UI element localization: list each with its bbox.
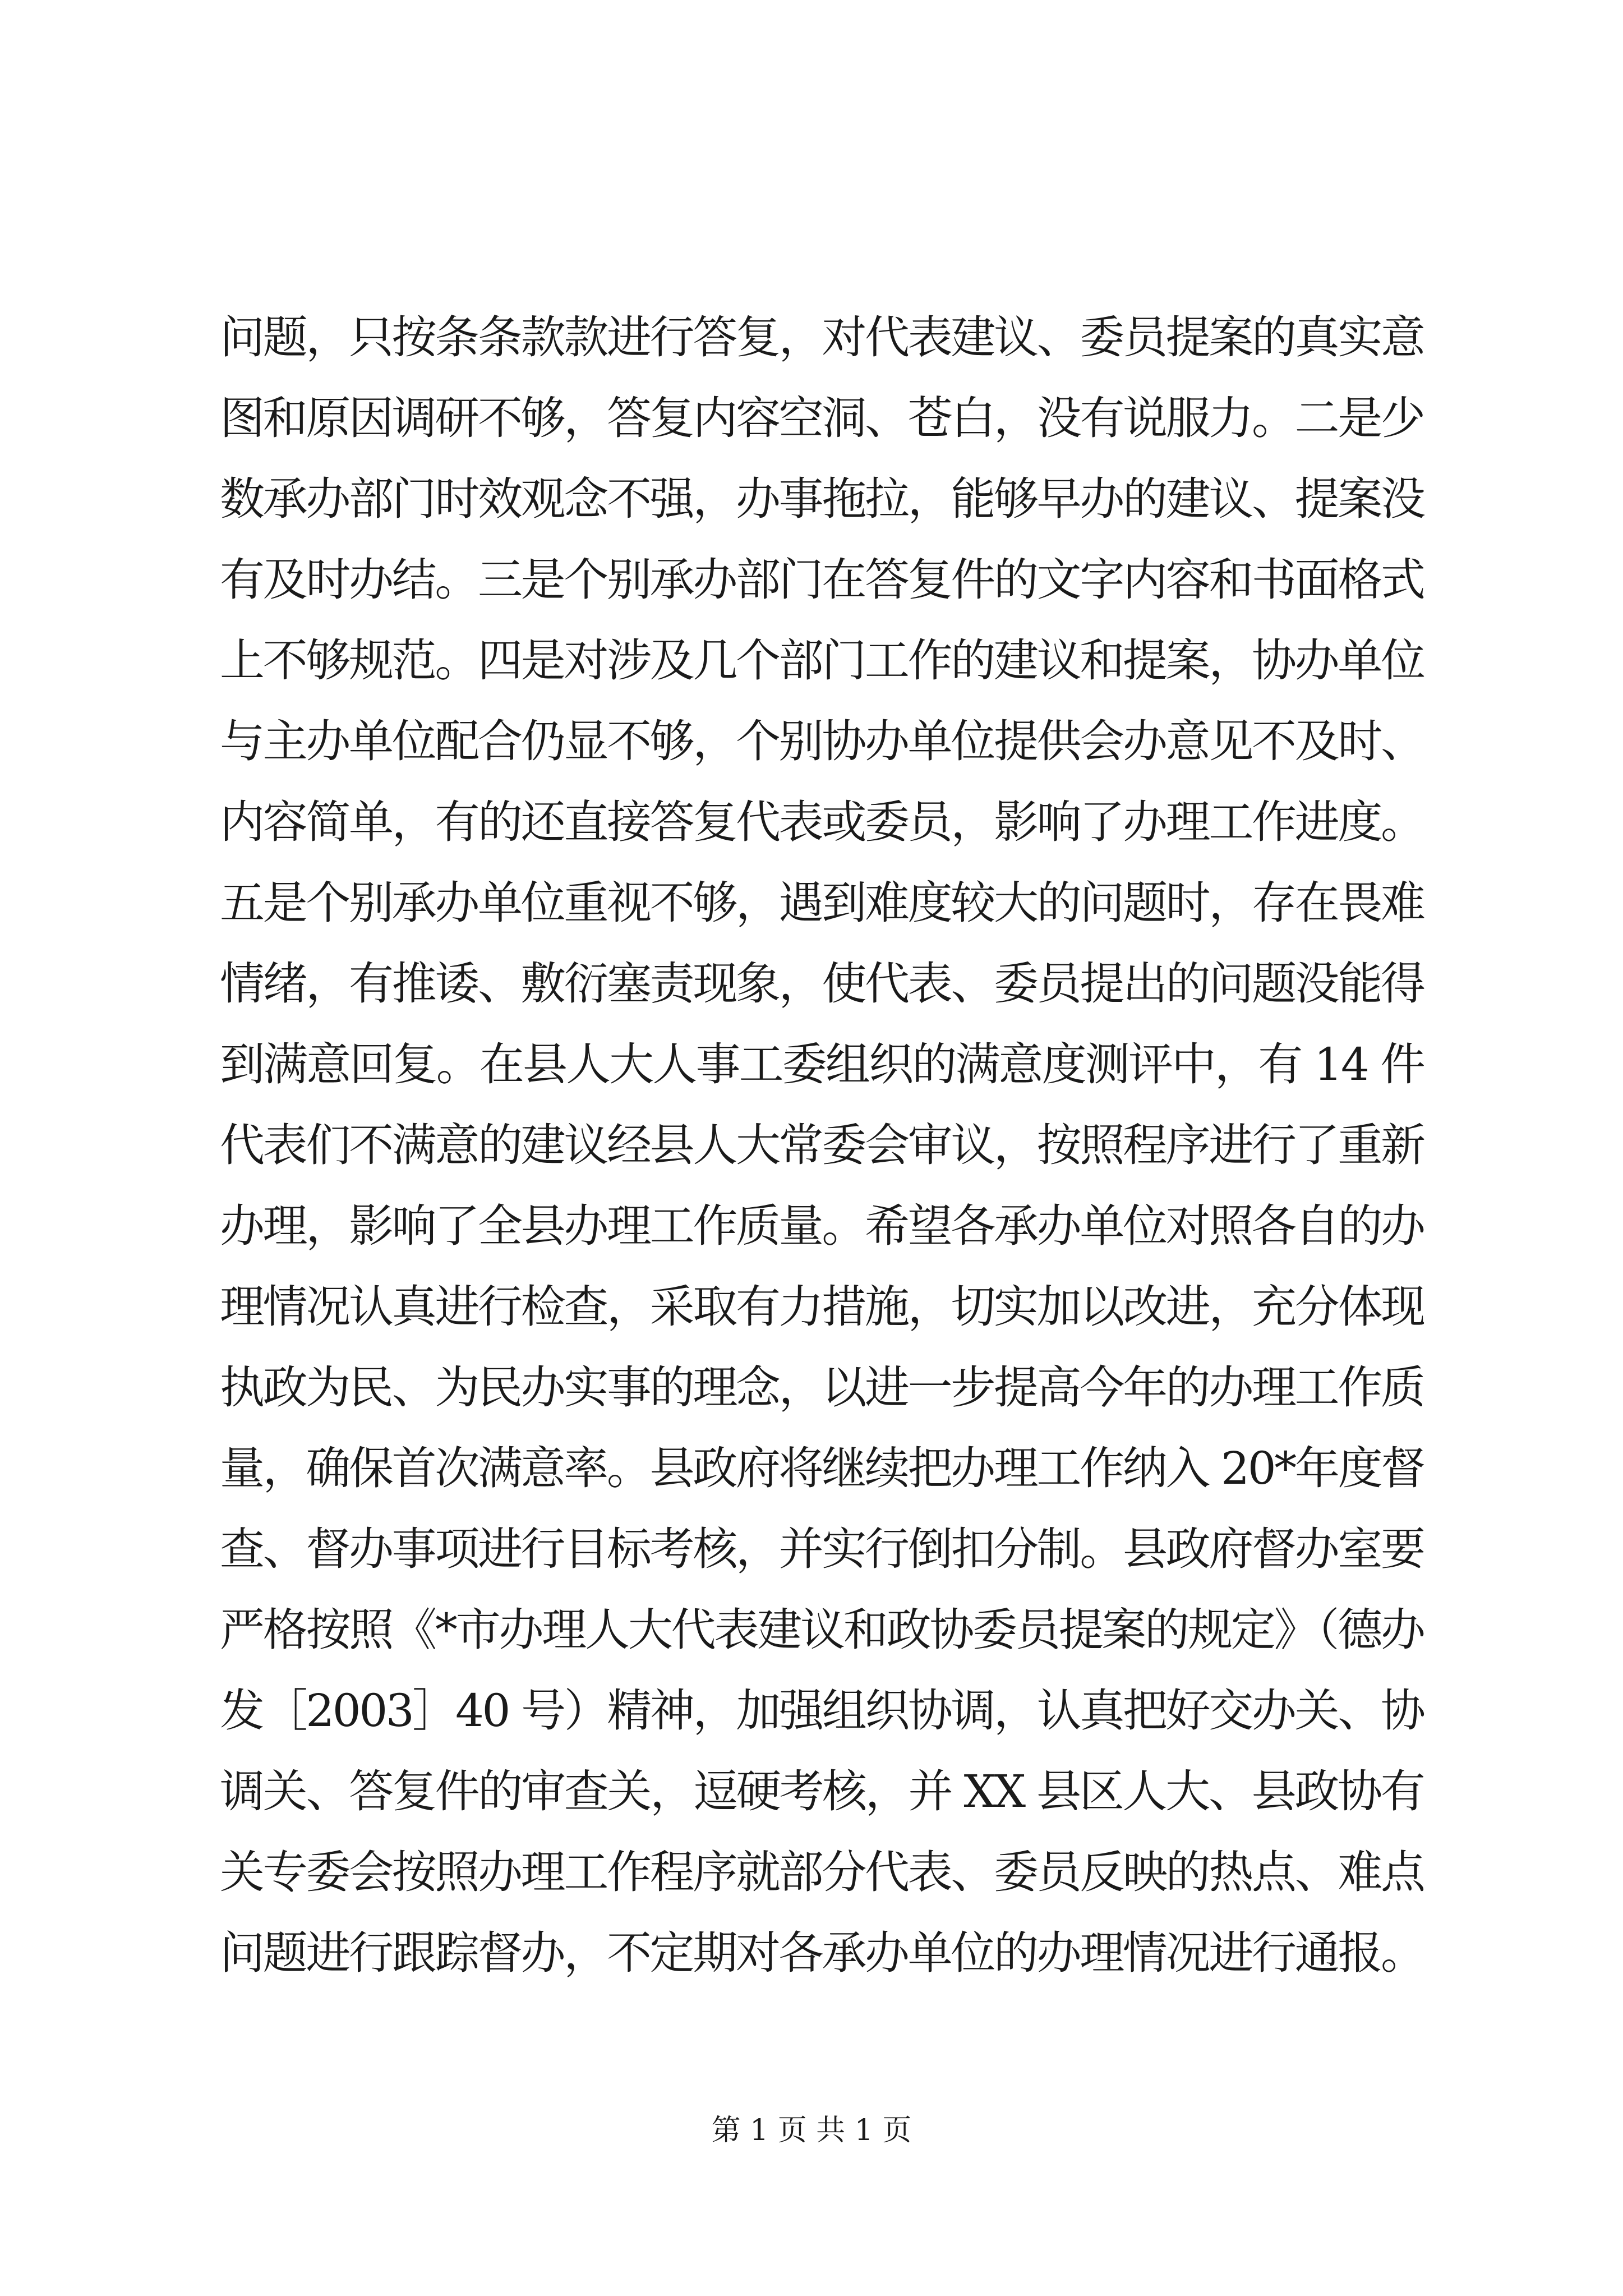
body-paragraph [220, 297, 1426, 1994]
text-line: 内容简单，有的还直接答复代表或委员，影响了办理工作进度。 [220, 796, 1424, 848]
text-line: 查、督办事项进行目标考核，并实行倒扣分制。县政府督办室要 [220, 1523, 1424, 1575]
text-line: 与主办单位配合仍显不够，个别协办单位提供会办意见不及时、 [220, 715, 1424, 767]
text-line: 五是个别承办单位重视不够，遇到难度较大的问题时，存在畏难 [220, 877, 1424, 929]
page-number-footer: 第 1 页 共 1 页 [711, 2114, 912, 2147]
text-line: 严格按照《*市办理人大代表建议和政协委员提案的规定》（德办 [220, 1604, 1424, 1656]
text-line: 量，确保首次满意率。县政府将继续把办理工作纳入 20*年度督 [220, 1442, 1424, 1494]
text-line: 问题进行跟踪督办，不定期对各承办单位的办理情况进行通报。 [220, 1927, 1424, 1979]
text-line: 关专委会按照办理工作程序就部分代表、委员反映的热点、难点 [220, 1846, 1424, 1898]
text-line: 发［2003］40 号）精神，加强组织协调，认真把好交办关、协 [220, 1685, 1424, 1737]
text-line: 问题，只按条条款款进行答复，对代表建议、委员提案的真实意 [220, 311, 1424, 364]
text-line: 数承办部门时效观念不强，办事拖拉，能够早办的建议、提案没 [220, 473, 1424, 525]
text-line: 上不够规范。四是对涉及几个部门工作的建议和提案，协办单位 [220, 634, 1424, 687]
text-line: 理情况认真进行检查，采取有力措施，切实加以改进，充分体现 [220, 1281, 1424, 1333]
text-line: 办理，影响了全县办理工作质量。希望各承办单位对照各自的办 [220, 1200, 1424, 1252]
text-line: 有及时办结。三是个别承办部门在答复件的文字内容和书面格式 [220, 554, 1424, 606]
text-line: 到满意回复。在县人大人事工委组织的满意度测评中，有 14 件 [220, 1038, 1424, 1091]
text-line: 代表们不满意的建议经县人大常委会审议，按照程序进行了重新 [220, 1119, 1424, 1171]
text-line: 执政为民、为民办实事的理念，以进一步提高今年的办理工作质 [220, 1361, 1424, 1414]
text-line: 情绪，有推诿、敷衍塞责现象，使代表、委员提出的问题没能得 [220, 958, 1424, 1010]
text-line: 图和原因调研不够，答复内容空洞、苍白，没有说服力。二是少 [220, 392, 1424, 444]
text-line: 调关、答复件的审查关，逗硬考核，并 XX 县区人大、县政协有 [220, 1765, 1424, 1818]
